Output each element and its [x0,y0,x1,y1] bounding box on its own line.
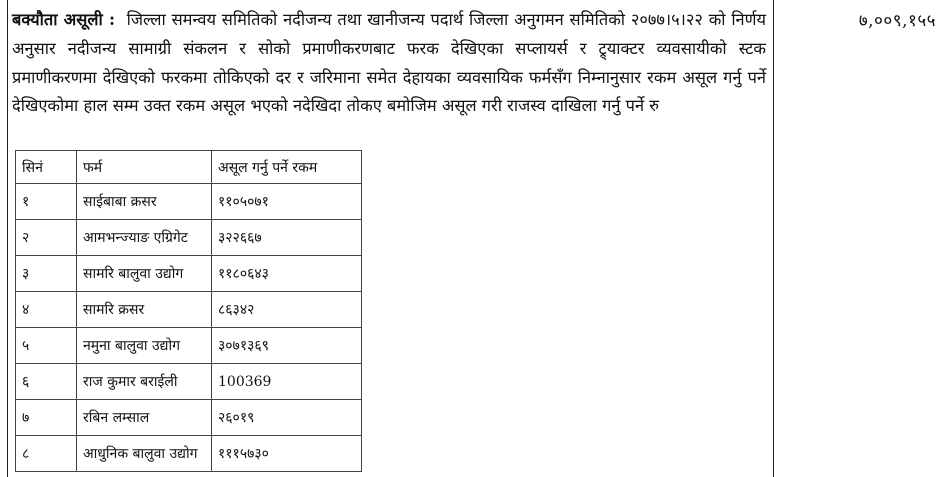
firm-recovery-table [15,150,362,472]
arrears-text: जिल्ला समन्वय समितिको नदीजन्य तथा खानीजन्य पदार्थ जिल्ला अनुगमन समितिको २०७७।५।२२ को निर्णय अनुसार नदीजन्य सामाग्री संकलन र सोको प्रमाणीकरणबाट फरक देखिएका सप्लायर्स र ट्र्याक्टर व्यवसायीको स्टक प्रमाणीकरणमा देखिएको फरकमा तोकिएको दर र जरिमाना समेत देहायका व्यवसायिक फर्मसँग निम्नानुसार रकम असूल गर्नु पर्ने देखिएकोमा हाल सम्म उक्त रकम असूल भएको नदेखिदा तोकए बमोजिम असूल गरी राजस्व दाखिला गर्नु पर्ने रु [12,10,767,116]
row-serial: १ [16,184,77,220]
row-firm: नमुना बालुवा उद्योग [77,328,212,364]
row-firm: सामरि क्रसर [77,292,212,328]
row-firm: राज कुमार बराईली [77,364,212,400]
row-amount: १११५७३० [212,436,362,472]
row-serial: ३ [16,256,77,292]
arrears-paragraph [12,6,766,121]
left-border [7,0,8,477]
row-firm: आधुनिक बालुवा उद्योग [77,436,212,472]
row-amount: ३०७१३६९ [212,328,362,364]
row-firm: आमभन्ज्याङ एग्रिगेट [77,220,212,256]
row-serial: ७ [16,400,77,436]
row-amount: ३२२६६७ [212,220,362,256]
header-serial: सिनं [16,151,77,184]
table-row [16,184,362,220]
table-row [16,400,362,436]
row-firm: सामरि बालुवा उद्योग [77,256,212,292]
row-serial: ८ [16,436,77,472]
table-row [16,328,362,364]
row-firm: रबिन लम्साल [77,400,212,436]
row-amount: ८६३४२ [212,292,362,328]
row-amount: 100369 [212,364,362,400]
column-divider [773,0,774,477]
header-firm: फर्म [77,151,212,184]
table-row [16,292,362,328]
row-serial: २ [16,220,77,256]
table-row [16,220,362,256]
row-amount: ११८०६४३ [212,256,362,292]
row-amount: ११०५०७१ [212,184,362,220]
row-serial: ४ [16,292,77,328]
total-amount: ७,००९,१५५ [858,11,936,31]
row-serial: ६ [16,364,77,400]
table-row [16,436,362,472]
arrears-heading: बक्यौता असूली : [12,10,116,29]
table-header-row [16,151,362,184]
row-firm: साईबाबा क्रसर [77,184,212,220]
row-amount: २६०१९ [212,400,362,436]
table-row [16,364,362,400]
header-amount: असूल गर्नु पर्ने रकम [212,151,362,184]
row-serial: ५ [16,328,77,364]
table-row [16,256,362,292]
